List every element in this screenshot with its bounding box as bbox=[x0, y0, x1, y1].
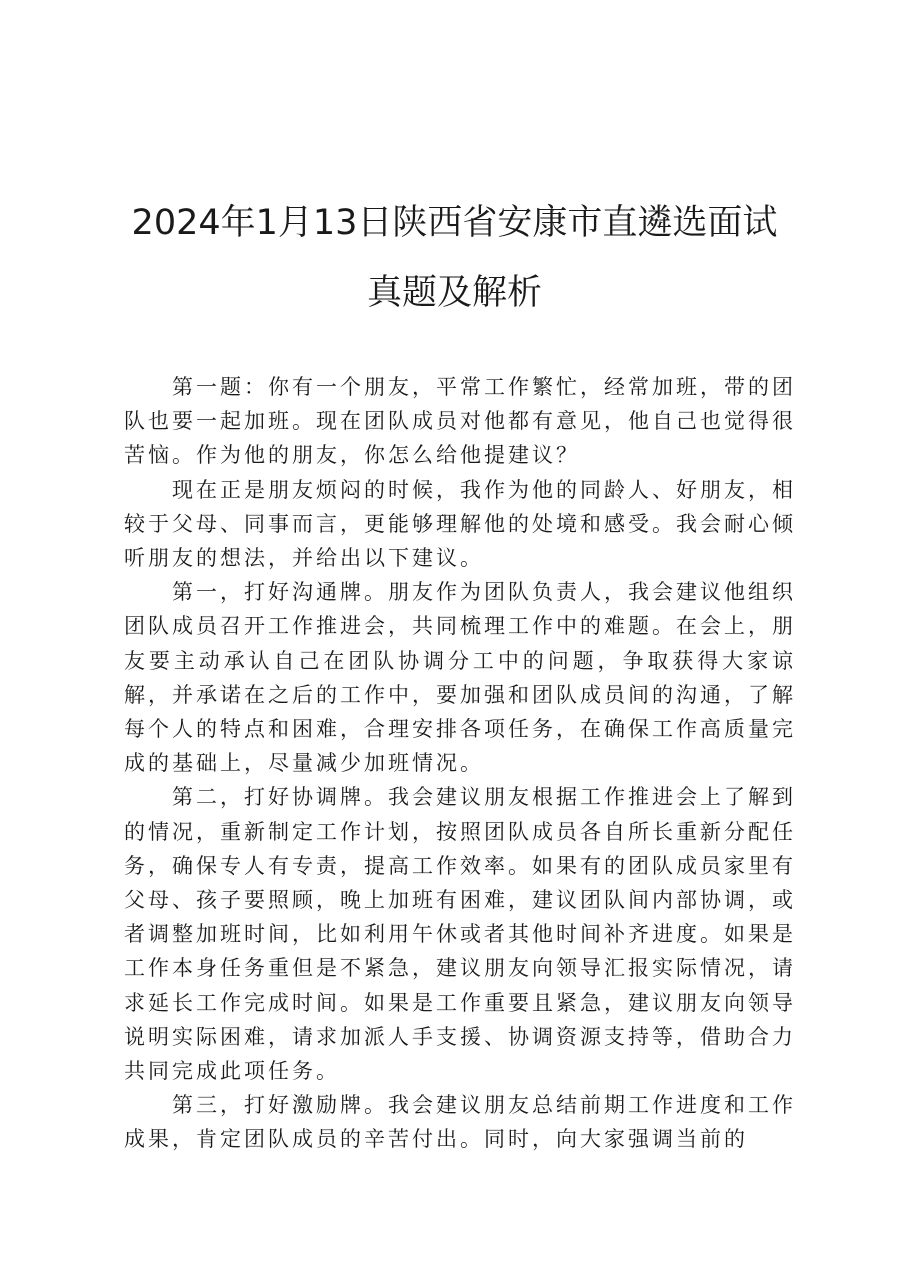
document-body bbox=[124, 370, 796, 1157]
document-title bbox=[100, 188, 809, 328]
title-line-1: 2024年1月13日陕西省安康市直遴选面试 bbox=[131, 203, 778, 243]
answer-point-3-paragraph: 第三，打好激励牌。我会建议朋友总结前期工作进度和工作成果，肯定团队成员的辛苦付出。同时，向大家强调当前的 bbox=[124, 1093, 796, 1152]
answer-point-2-paragraph: 第二，打好协调牌。我会建议朋友根据工作推进会上了解到的情况，重新制定工作计划，按照团队成员各自所长重新分配任务，确保专人有专责，提高工作效率。如果有的团队成员家里有父母、孩子要照顾，晚上加班有困难，建议团队间内部协调，或者调整加班时间，比如利用午休或者其他时间补齐进度。如果是工作本身任务重但是不紧急，建议朋友向领导汇报实际情况，请求延长工作完成时间。如果是工作重要且紧急，建议朋友向领导说明实际困难，请求加派人手支援、协调资源支持等，借助合力共同完成此项任务。 bbox=[124, 785, 796, 1084]
answer-intro-paragraph: 现在正是朋友烦闷的时候，我作为他的同龄人、好朋友，相较于父母、同事而言，更能够理解他的处境和感受。我会耐心倾听朋友的想法，并给出以下建议。 bbox=[124, 477, 796, 571]
question-paragraph: 第一题：你有一个朋友，平常工作繁忙，经常加班，带的团队也要一起加班。现在团队成员对他都有意见，他自己也觉得很苦恼。作为他的朋友，你怎么给他提建议？ bbox=[124, 375, 796, 468]
answer-point-1-paragraph: 第一，打好沟通牌。朋友作为团队负责人，我会建议他组织团队成员召开工作推进会，共同梳理工作中的难题。在会上，朋友要主动承认自己在团队协调分工中的问题，争取获得大家谅解，并承诺在之后的工作中，要加强和团队成员间的沟通，了解每个人的特点和困难，合理安排各项任务，在确保工作高质量完成的基础上，尽量减少加班情况。 bbox=[124, 580, 796, 776]
title-line-2: 真题及解析 bbox=[366, 273, 542, 313]
